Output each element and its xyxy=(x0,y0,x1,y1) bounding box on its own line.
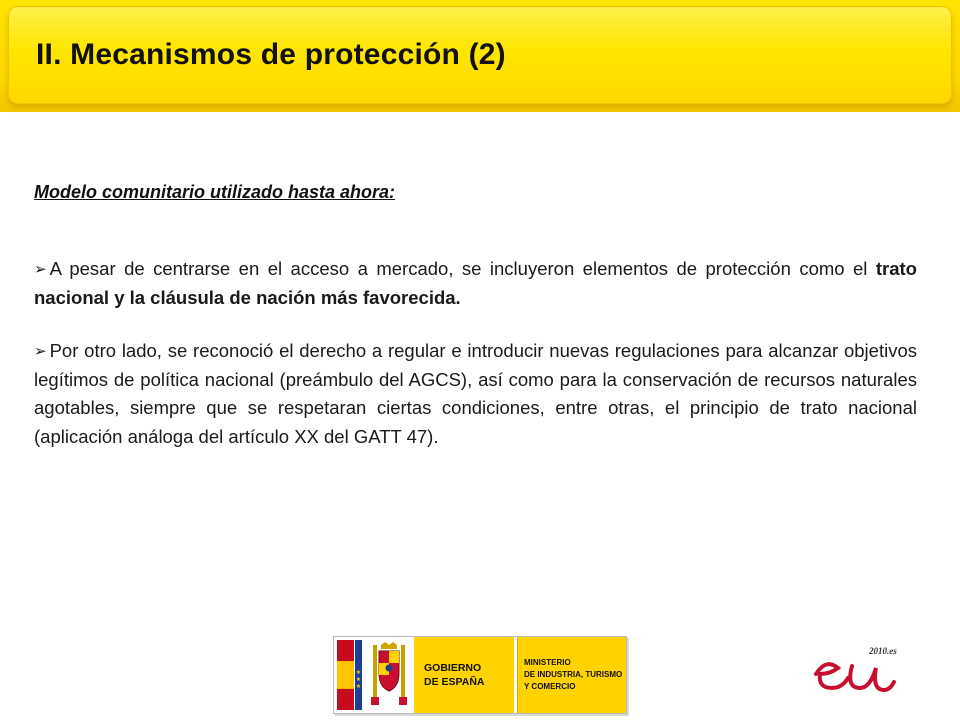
bullet-item-2 xyxy=(34,337,917,452)
gov-name-line-1: GOBIERNO xyxy=(424,662,482,674)
bullet-2-text: Por otro lado, se reconoció el derecho a regular e introducir nuevas regulaciones para alcanzar objetivos legítimos de política nacional (preámbulo del AGCS), así como para la conservación de recursos naturales agotables, siempre que se respetaran ciertas condiciones, entre otras, el principio de trato nacional (aplicación análoga del artículo XX del GATT 47). xyxy=(34,339,917,448)
slide-content xyxy=(34,182,917,476)
spain-flag-stripe xyxy=(337,640,354,710)
gobierno-label-block xyxy=(414,637,514,713)
slide-title: II. Mecanismos de protección (2) xyxy=(36,38,506,71)
eu-flag-stripe: ★ ★ ★ xyxy=(355,640,362,710)
gov-name-line-2: DE ESPAÑA xyxy=(424,676,485,688)
ministry-line-1: MINISTERIO xyxy=(524,658,571,667)
arrow-bullet-icon: ➢ xyxy=(34,261,47,278)
bullet-1-bold-text: trato nacional y la cláusula de nación más favorecida. xyxy=(34,258,917,308)
subheading: Modelo comunitario utilizado hasta ahora: xyxy=(34,182,396,202)
bullet-1-text: A pesar de centrarse en el acceso a mercado, se incluyeron elementos de protección como el xyxy=(49,258,876,279)
eu-2010-text: 2010.es xyxy=(869,646,897,656)
ministry-line-2: DE INDUSTRIA, TURISMO xyxy=(524,670,623,679)
arrow-bullet-icon: ➢ xyxy=(34,342,47,360)
bullet-item-1 xyxy=(34,255,917,313)
ministry-line-3: Y COMERCIO xyxy=(524,682,576,691)
header-band xyxy=(0,0,960,112)
ministerio-label-block xyxy=(518,637,626,713)
eu-2010-logo xyxy=(812,640,942,700)
gobierno-de-espana-logo xyxy=(333,636,627,714)
coat-of-arms-icon xyxy=(367,641,411,709)
